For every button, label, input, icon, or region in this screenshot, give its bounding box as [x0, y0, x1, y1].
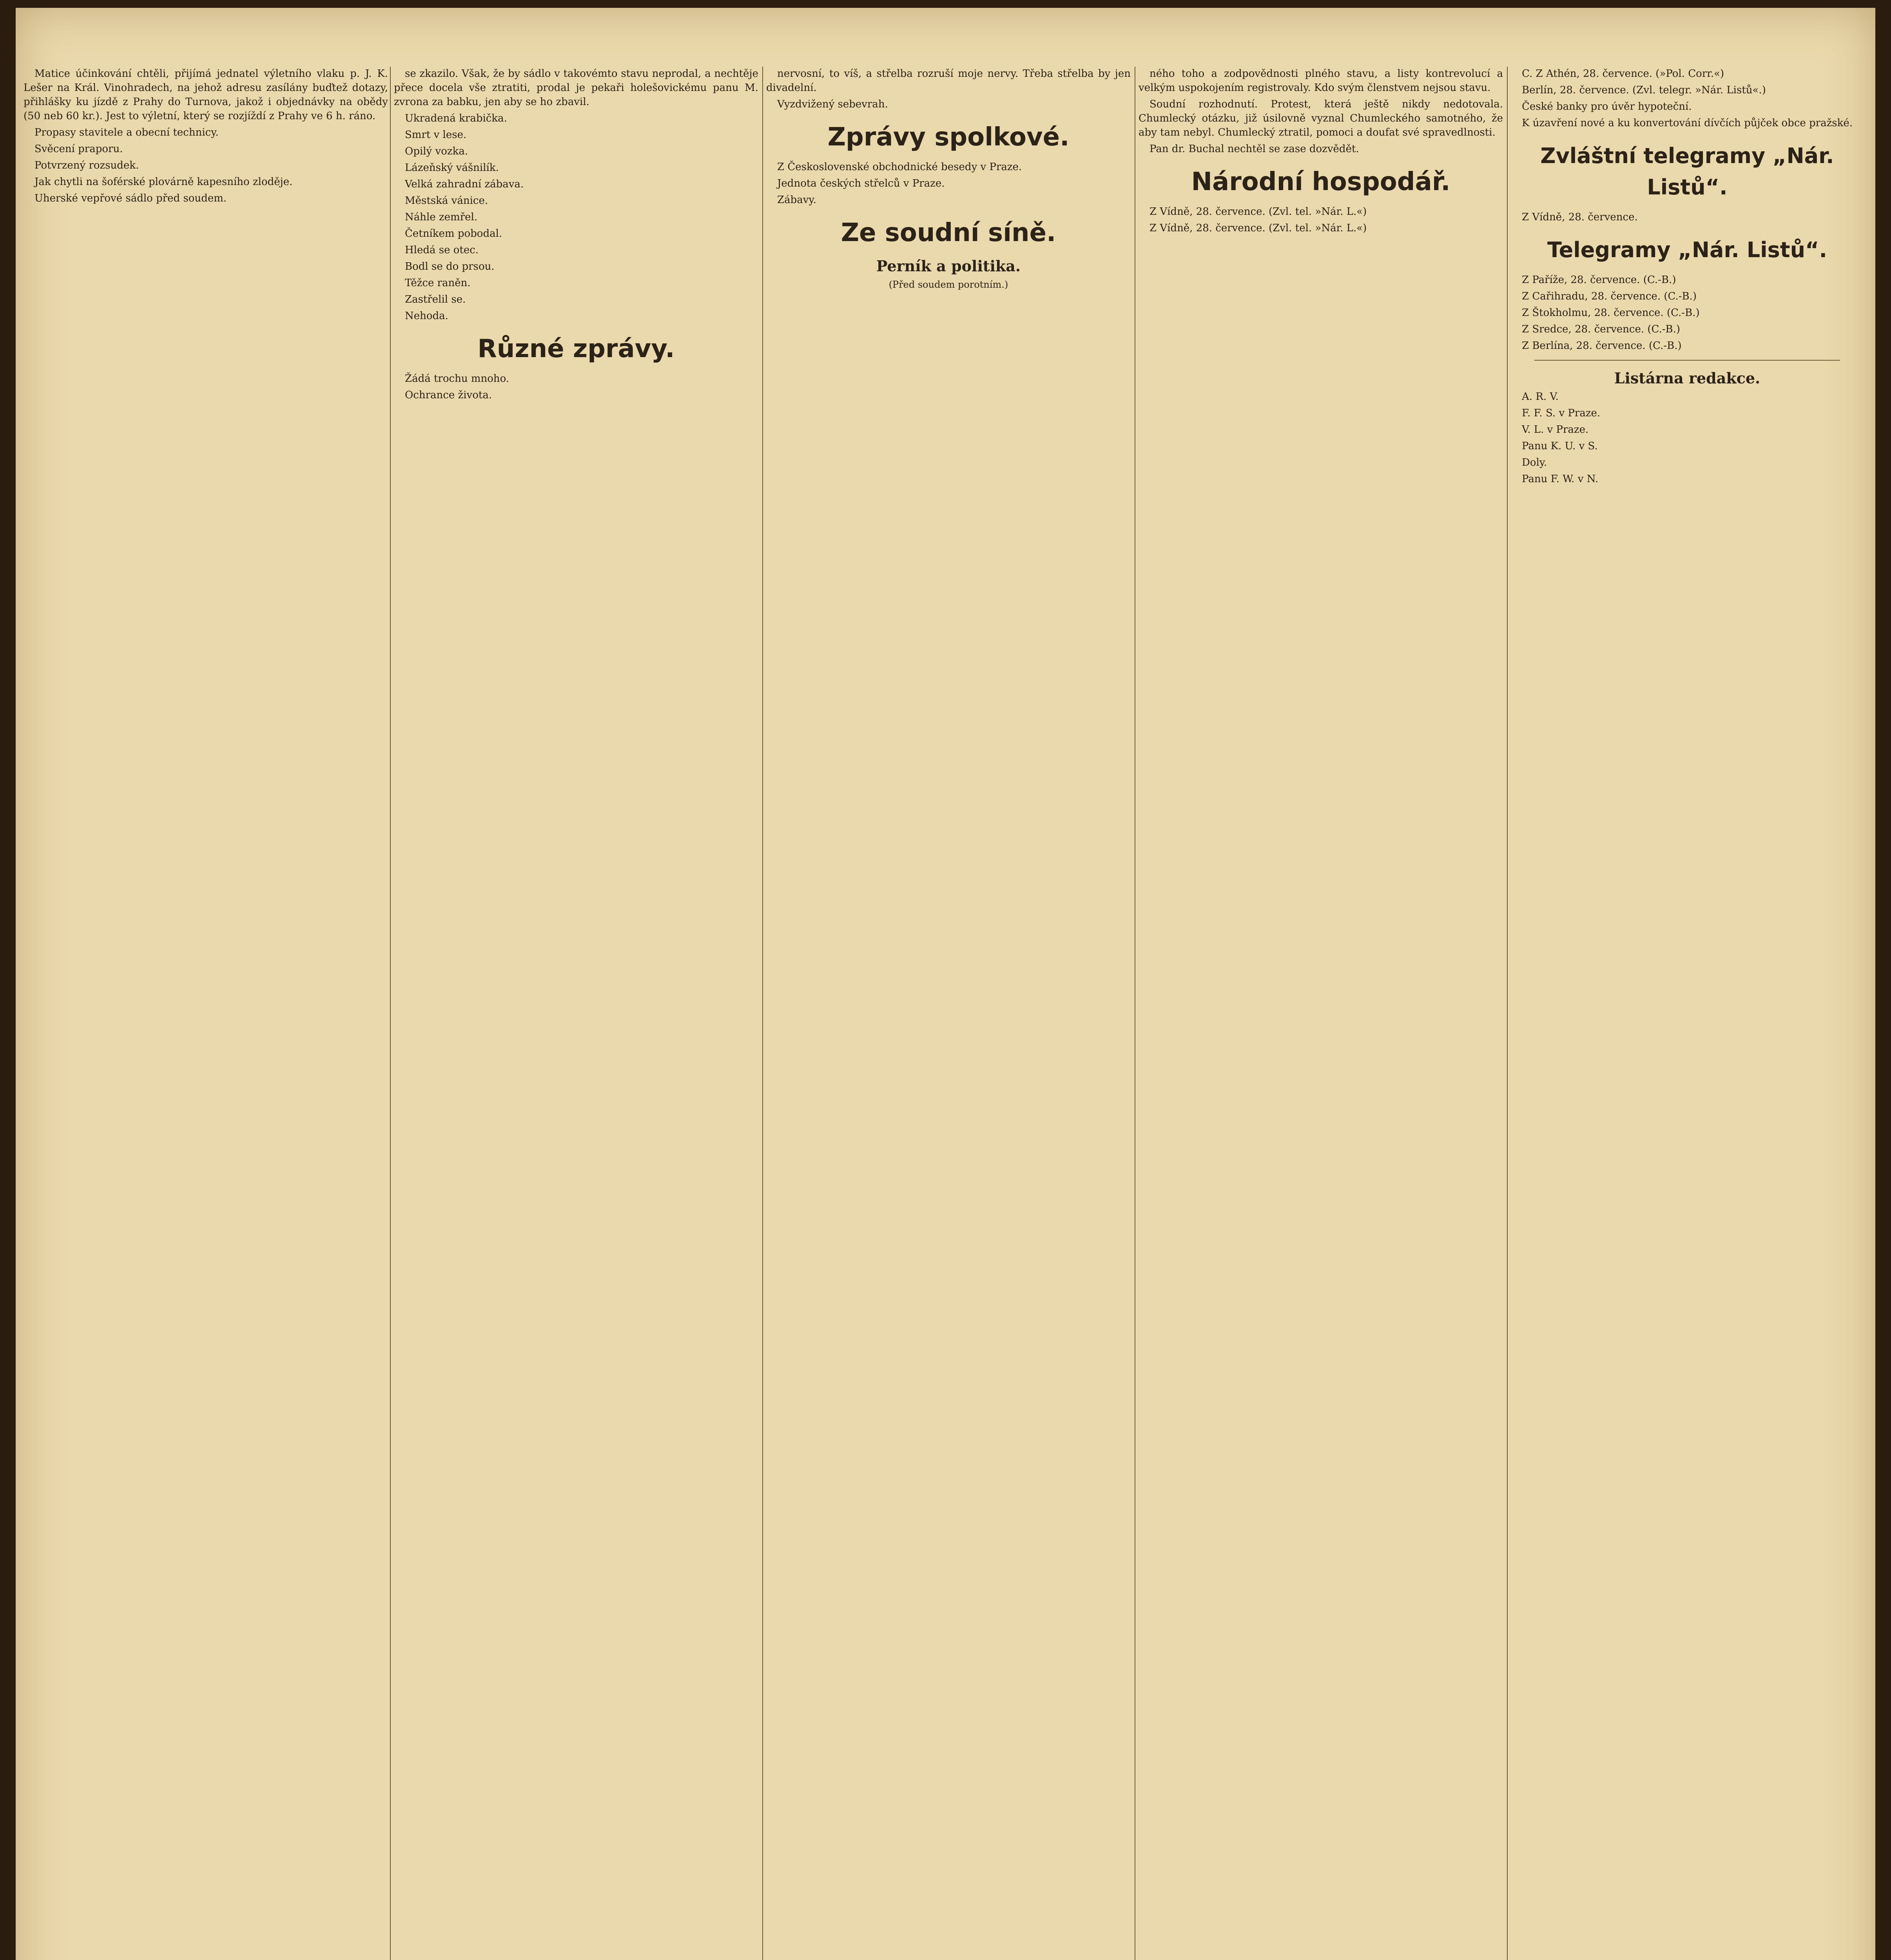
listarna-entry: Doly.: [1522, 457, 1547, 468]
article-paragraph: nervosní, to víš, a střelba rozruší moje nervy. Třeba střelba by jen divadelní.: [766, 68, 1131, 94]
column-rule: [762, 67, 763, 1960]
section-title-telegramy: Telegramy „Nár. Listů“.: [1547, 238, 1828, 262]
column-2: [394, 67, 758, 1960]
article-paragraph: Velká zahradní zábava.: [405, 178, 524, 190]
article-paragraph: Svěcení praporu.: [34, 143, 123, 155]
article-paragraph: Zastřelil se.: [405, 294, 466, 305]
article-paragraph: Uherské vepřové sádlo před soudem.: [34, 192, 227, 204]
article-paragraph: C. Z Athén, 28. července. (»Pol. Corr.«): [1522, 68, 1724, 80]
section-title-zpravy-spolkove: Zprávy spolkové.: [827, 123, 1070, 152]
article-paragraph: Nehoda.: [405, 310, 448, 322]
telegram-paragraph: Z Berlína, 28. července. (C.-B.): [1522, 340, 1682, 352]
article-paragraph: se zkazilo. Však, že by sádlo v takovémto stavu neprodal, a nechtěje přece docela vše ztratiti, prodal je pekaři holešovickému panu M. zvrona za babku, jen aby se ho zbavil.: [394, 68, 758, 108]
column-5: [1511, 67, 1864, 1960]
telegram-paragraph: Z Sredce, 28. července. (C.-B.): [1522, 323, 1681, 335]
article-paragraph: Ukradená krabička.: [405, 113, 507, 124]
article-paragraph: Četníkem pobodal.: [405, 228, 502, 240]
article-paragraph: Ochrance života.: [405, 389, 492, 401]
article-paragraph: K úzavření nové a ku konvertování dívčích půjček obce pražské.: [1522, 117, 1853, 129]
article-paragraph: Těžce raněn.: [405, 277, 471, 289]
listarna-entry: V. L. v Praze.: [1522, 424, 1589, 436]
article-paragraph: Z Vídně, 28. července. (Zvl. tel. »Nár. L.«): [1149, 206, 1367, 218]
column-3: [766, 67, 1131, 1960]
article-paragraph: Opilý vozka.: [405, 145, 468, 157]
column-4: [1139, 67, 1503, 1960]
listarna-entry: Panu F. W. v N.: [1522, 473, 1599, 485]
telegram-paragraph: Z Paříže, 28. července. (C.-B.): [1522, 274, 1676, 286]
article-paragraph: Vyzdvižený sebevrah.: [777, 98, 888, 110]
article-paragraph: Potvrzený rozsudek.: [34, 160, 139, 171]
section-title-ruzne-zpravy: Různé zprávy.: [477, 334, 675, 363]
article-paragraph: Smrt v lese.: [405, 129, 467, 141]
section-title-listarna-redakce: Listárna redakce.: [1614, 369, 1760, 387]
section-divider: [1534, 360, 1840, 361]
article-paragraph: České banky pro úvěr hypoteční.: [1522, 101, 1692, 113]
listarna-entry: F. F. S. v Praze.: [1522, 407, 1601, 419]
article-paragraph: Berlín, 28. července. (Zvl. telegr. »Nár. Listů«.): [1522, 84, 1766, 96]
telegram-paragraph: Z Vídně, 28. července.: [1522, 211, 1638, 223]
section-title-ze-soudni-sine: Ze soudní síně.: [841, 218, 1056, 247]
article-paragraph: Z Vídně, 28. července. (Zvl. tel. »Nár. L.«): [1149, 222, 1367, 234]
article-paragraph: Jak chytli na šoférské plovárně kapesního zloděje.: [34, 176, 293, 188]
article-paragraph: Městská vánice.: [405, 195, 488, 207]
article-paragraph: Jednota českých střelců v Praze.: [777, 178, 945, 189]
article-paragraph: Bodl se do prsou.: [405, 261, 495, 272]
telegram-paragraph: Z Cařihradu, 28. července. (C.-B.): [1522, 290, 1697, 302]
column-1: [24, 67, 388, 1960]
article-subnote: (Před soudem porotním.): [888, 279, 1008, 290]
article-subhead: Perník a politika.: [876, 257, 1021, 275]
section-title-zvlastni-telegramy: Zvláštní telegramy „Nár. Listů“.: [1540, 143, 1834, 200]
article-paragraph: Z Československé obchodnické besedy v Praze.: [777, 161, 1022, 173]
newspaper-page: [16, 8, 1875, 1960]
article-paragraph: Pan dr. Buchal nechtěl se zase dozvědět.: [1149, 143, 1359, 155]
listarna-entry: Panu K. U. v S.: [1522, 440, 1598, 452]
telegram-paragraph: Z Štokholmu, 28. července. (C.-B.): [1522, 307, 1700, 319]
column-rule: [1507, 67, 1508, 1960]
article-paragraph: Žádá trochu mnoho.: [405, 373, 509, 385]
column-rule: [390, 67, 391, 1960]
article-paragraph: Hledá se otec.: [405, 244, 479, 256]
listarna-entry: A. R. V.: [1522, 391, 1559, 403]
article-paragraph: Soudní rozhodnutí. Protest, která ještě nikdy nedotovala. Chumlecký otázku, již úsilovně vyznal Chumleckého samotného, že aby tam nebyl. Chumlecký ztratil, pomoci a doufat své spravedlnosti.: [1139, 98, 1503, 138]
article-paragraph: Náhle zemřel.: [405, 211, 478, 223]
article-paragraph: Propasy stavitele a obecní technicy.: [34, 127, 219, 138]
article-paragraph: Lázeňský vášnilík.: [405, 162, 499, 174]
section-title-narodni-hospodar: Národní hospodář.: [1191, 167, 1450, 196]
article-paragraph: Zábavy.: [777, 194, 816, 206]
article-paragraph: ného toho a zodpovědnosti plného stavu, a listy kontrevolucí a velkým uspokojením registrovaly. Kdo svým členstvem nejsou stavu.: [1139, 68, 1503, 94]
article-paragraph: Matice účinkování chtěli, přijímá jednatel výletního vlaku p. J. K. Lešer na Král. Vinohradech, na jehož adresu zasílány buďtež dotazy, přihlášky ku jízdě z Prahy do Turnova, jakož i objednávky na obědy (50 neb 60 kr.). Jest to výletní, který se rozjíždí z Prahy ve 6 h. ráno.: [24, 68, 388, 122]
